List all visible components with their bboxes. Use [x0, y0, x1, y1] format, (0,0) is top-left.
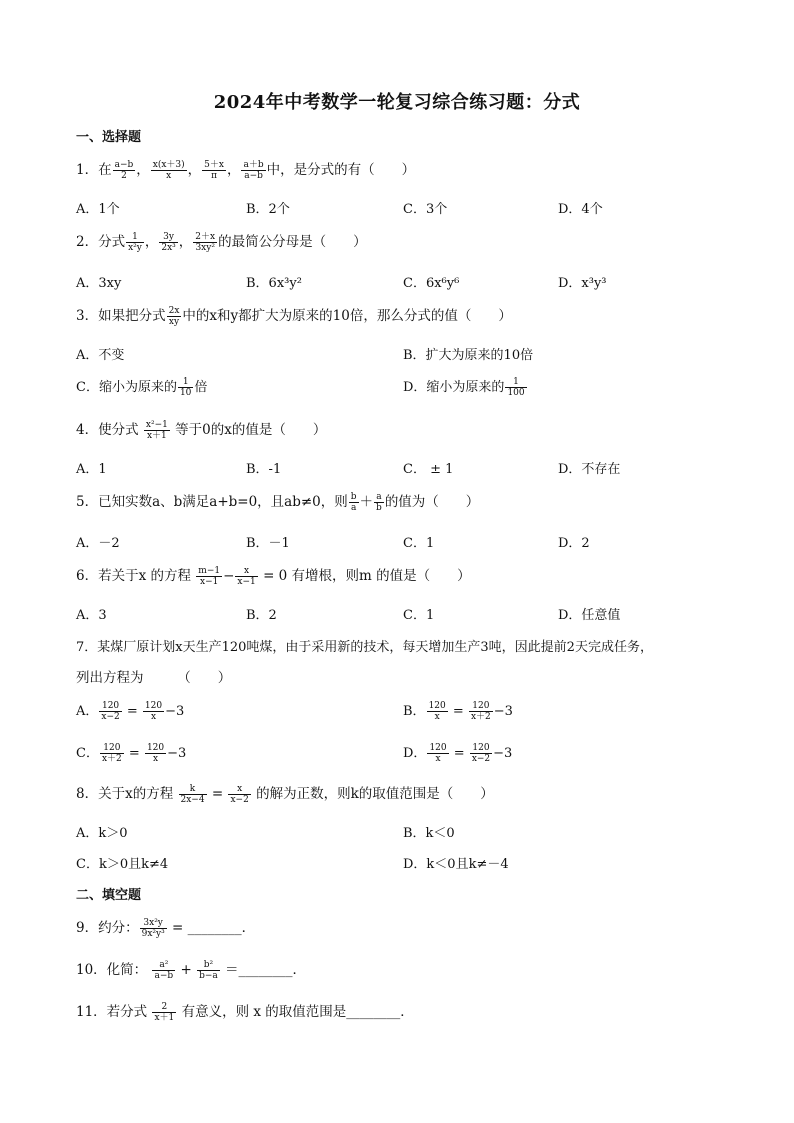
text-segment: =: [128, 746, 140, 761]
denominator: a−b: [244, 171, 263, 181]
fraction: [167, 306, 182, 327]
text-segment: +: [180, 962, 192, 978]
fraction: [505, 377, 526, 398]
text-segment: −3: [493, 704, 513, 719]
numerator: 120: [469, 701, 493, 712]
q3-option-c: [76, 376, 207, 398]
q6-option-b: B．2: [246, 608, 277, 623]
denominator: x＋2: [470, 712, 491, 722]
text-segment: =: [452, 704, 464, 719]
text-segment: D．: [403, 746, 427, 761]
text-segment: 3．如果把分式: [76, 308, 166, 324]
denominator: 3xy²: [195, 243, 215, 253]
fraction: [99, 701, 121, 722]
text-segment: 5．已知实数a、b满足a+b=0，且ab≠0，则: [76, 494, 348, 510]
numerator: 120: [470, 743, 492, 754]
numerator: 3y: [159, 232, 177, 243]
fraction: [193, 232, 217, 253]
denominator: x: [153, 754, 159, 764]
numerator: x: [235, 566, 257, 577]
numerator: 5＋x: [204, 160, 224, 170]
denominator: x−2: [101, 712, 120, 722]
denominator: x: [435, 754, 441, 764]
fraction: [152, 1002, 176, 1023]
denominator: 10: [179, 388, 192, 398]
denominator: a−b: [154, 971, 174, 981]
question-5: [76, 490, 479, 513]
fraction: [196, 566, 222, 587]
denominator: 2x³: [161, 243, 176, 253]
q4-option-a: A．1: [76, 462, 107, 477]
text-segment: C．缩小为原来的: [76, 380, 177, 395]
numerator: 120: [100, 743, 124, 754]
q4-option-b: B．-1: [246, 462, 282, 477]
numerator: x²−1: [145, 420, 168, 430]
numerator: a: [374, 492, 384, 503]
text-segment: = 0 有增根，则m 的值是（ ）: [263, 568, 471, 584]
q1-option-b: B．2个: [246, 202, 290, 217]
denominator: x−1: [200, 577, 219, 587]
fraction: [374, 492, 384, 513]
text-segment: 4．使分式: [76, 422, 139, 438]
fraction: [202, 160, 226, 181]
denominator: x: [150, 712, 157, 722]
q6-option-c: C．1: [403, 608, 435, 623]
fraction: [151, 160, 187, 181]
section-multiple-choice: 一、选择题: [76, 130, 142, 145]
text-segment: 的解为正数，则k的取值范围是（ ）: [256, 786, 494, 802]
text-segment: 等于0的x的值是（ ）: [175, 422, 327, 438]
text-segment: −: [223, 568, 235, 584]
text-segment: 中，是分式的有（ ）: [266, 162, 416, 178]
denominator: 9x²y³: [141, 929, 165, 939]
denominator: a: [350, 503, 357, 513]
text-segment: −3: [493, 746, 513, 761]
denominator: b: [376, 503, 382, 513]
text-segment: 6．若关于x 的方程: [76, 568, 191, 584]
q3-option-b: B．扩大为原来的10倍: [403, 348, 534, 363]
q2-option-d: D．x³y³: [558, 276, 607, 291]
fraction: [113, 160, 136, 181]
section-fill-in-blank: 二、填空题: [76, 888, 142, 903]
q3-option-d: [403, 376, 528, 398]
q8-option-c: C．k＞0且k≠4: [76, 857, 169, 872]
denominator: b−a: [199, 971, 218, 981]
q2-option-a: A．3xy: [76, 276, 122, 291]
q2-option-c: C．6x⁶y⁶: [403, 276, 460, 291]
q8-option-a: A．k＞0: [76, 826, 128, 841]
fraction: [179, 784, 207, 805]
numerator: 1: [126, 232, 144, 243]
question-9: [76, 916, 255, 939]
text-segment: 9．约分：: [76, 920, 139, 936]
denominator: x−2: [230, 795, 249, 805]
numerator: k: [179, 784, 207, 795]
denominator: x＋1: [154, 1013, 175, 1023]
text-segment: A．: [76, 704, 99, 719]
text-segment: B．: [403, 704, 426, 719]
numerator: a−b: [114, 160, 134, 170]
q5-option-b: B．－1: [246, 536, 290, 551]
text-segment: = ________．: [172, 920, 256, 936]
numerator: b²: [197, 960, 220, 971]
numerator: 2x: [168, 306, 180, 316]
q6-option-d: D．任意值: [558, 608, 621, 623]
q2-option-b: B．6x³y²: [246, 276, 302, 291]
q4-option-d: D．不存在: [558, 462, 621, 477]
denominator: 2: [121, 171, 127, 181]
numerator: x(x＋3): [152, 160, 185, 170]
fraction: [470, 743, 492, 764]
question-2: 2．分式 $\frac{1}{\text{x²y}}$ ， $\frac{3y}{\text{2x³}}$ ， $\frac{2+x}{\text{3xy²}}$ 的最简公分母是（ ）: [76, 232, 367, 253]
fraction: [469, 701, 493, 722]
q1-option-d: D．4个: [558, 202, 603, 217]
numerator: 1: [505, 377, 526, 388]
q1-option-a: A．1个: [76, 202, 120, 217]
q7-option-b: [403, 700, 513, 722]
question-1: 1．在 $\frac{a-b}{2}$ ， $\frac{x(x+3)}{x}$ ， $\frac{5+x}{\pi}$ ， $\frac{a+b}{a-b}$ 中，是分式的有（ ）: [76, 160, 416, 181]
numerator: a＋b: [243, 160, 264, 170]
fraction: [126, 232, 144, 253]
q7-option-d: [403, 742, 512, 764]
text-segment: 倍: [194, 380, 208, 395]
q8-option-d: D．k＜0且k≠－4: [403, 857, 509, 872]
q1-option-c: C．3个: [403, 202, 448, 217]
question-7-line-1: 7．某煤厂原计划x天生产120吨煤，由于采用新的技术，每天增加生产3吨，因此提前2天完成任务，: [76, 640, 653, 655]
text-segment: 10．化简：: [76, 962, 148, 978]
fraction: [228, 784, 250, 805]
fraction: [152, 960, 175, 981]
numerator: b: [350, 492, 357, 502]
fraction: [159, 232, 177, 253]
text-segment: C．: [76, 746, 99, 761]
q7-option-a: [76, 700, 184, 722]
text-segment: 的最简公分母是（ ）: [218, 234, 367, 250]
q5-option-a: A．－2: [76, 536, 120, 551]
question-3: [76, 304, 512, 327]
text-segment: 1．在: [76, 162, 112, 178]
question-10: [76, 958, 306, 981]
numerator: 120: [99, 701, 121, 712]
numerator: a²: [152, 960, 175, 971]
fraction: [143, 701, 164, 722]
denominator: xy: [168, 317, 180, 327]
question-4: [76, 418, 326, 441]
fraction: [427, 743, 448, 764]
text-segment: D．缩小为原来的: [403, 380, 505, 395]
fraction: [140, 918, 167, 939]
question-8: [76, 782, 494, 805]
fraction: [145, 743, 166, 764]
q8-option-b: B．k＜0: [403, 826, 455, 841]
denominator: 100: [507, 388, 525, 398]
fraction: [235, 566, 257, 587]
numerator: 1: [178, 377, 193, 388]
q5-option-c: C．1: [403, 536, 435, 551]
denominator: x: [434, 712, 440, 722]
text-segment: −3: [167, 746, 187, 761]
fraction: [178, 377, 193, 398]
text-segment: =: [211, 786, 224, 802]
fraction: [197, 960, 220, 981]
text-segment: 8．关于x的方程: [76, 786, 174, 802]
fraction: [349, 492, 359, 513]
question-7-line-2: 列出方程为 （ ）: [76, 670, 232, 686]
question-6: [76, 564, 471, 587]
numerator: m−1: [198, 566, 221, 576]
fraction: [241, 160, 265, 181]
text-segment: =: [126, 704, 138, 719]
text-segment: 中的x和y都扩大为原来的10倍，那么分式的值（ ）: [182, 308, 512, 324]
q3-option-a: A．不变: [76, 348, 125, 363]
denominator: x＋1: [146, 431, 167, 441]
q5-option-d: D．2: [558, 536, 590, 551]
text-segment: =: [453, 746, 465, 761]
denominator: π: [211, 171, 218, 181]
numerator: 2＋x: [195, 232, 216, 242]
text-segment: −3: [165, 704, 185, 719]
text-segment: ＝________．: [225, 962, 307, 978]
text-segment: 2．分式: [76, 234, 126, 250]
denominator: x＋2: [101, 754, 122, 764]
numerator: 120: [428, 701, 446, 711]
q6-option-a: A．3: [76, 608, 107, 623]
question-11: [76, 1000, 414, 1023]
numerator: 3x²y: [140, 918, 167, 929]
text-segment: 有意义，则 x 的取值范围是________．: [181, 1004, 414, 1020]
text-segment: ＋: [359, 494, 374, 510]
denominator: x−1: [237, 577, 256, 587]
numerator: x: [228, 784, 250, 795]
fraction: [144, 420, 170, 441]
numerator: 120: [146, 743, 165, 753]
denominator: x²y: [128, 243, 142, 253]
denominator: x−2: [471, 754, 491, 764]
denominator: x: [166, 171, 172, 181]
numerator: 2: [152, 1002, 176, 1013]
text-segment: 的值为（ ）: [384, 494, 480, 510]
numerator: 120: [144, 701, 163, 711]
text-segment: 11．若分式: [76, 1004, 148, 1020]
q7-option-c: [76, 742, 186, 764]
page-title: 2024年中考数学一轮复习综合练习题：分式: [213, 92, 581, 113]
denominator: 2x−4: [180, 795, 205, 805]
q4-option-c: C． ± 1: [403, 462, 454, 477]
fraction: [100, 743, 124, 764]
fraction: [427, 701, 448, 722]
numerator: 120: [429, 743, 447, 753]
